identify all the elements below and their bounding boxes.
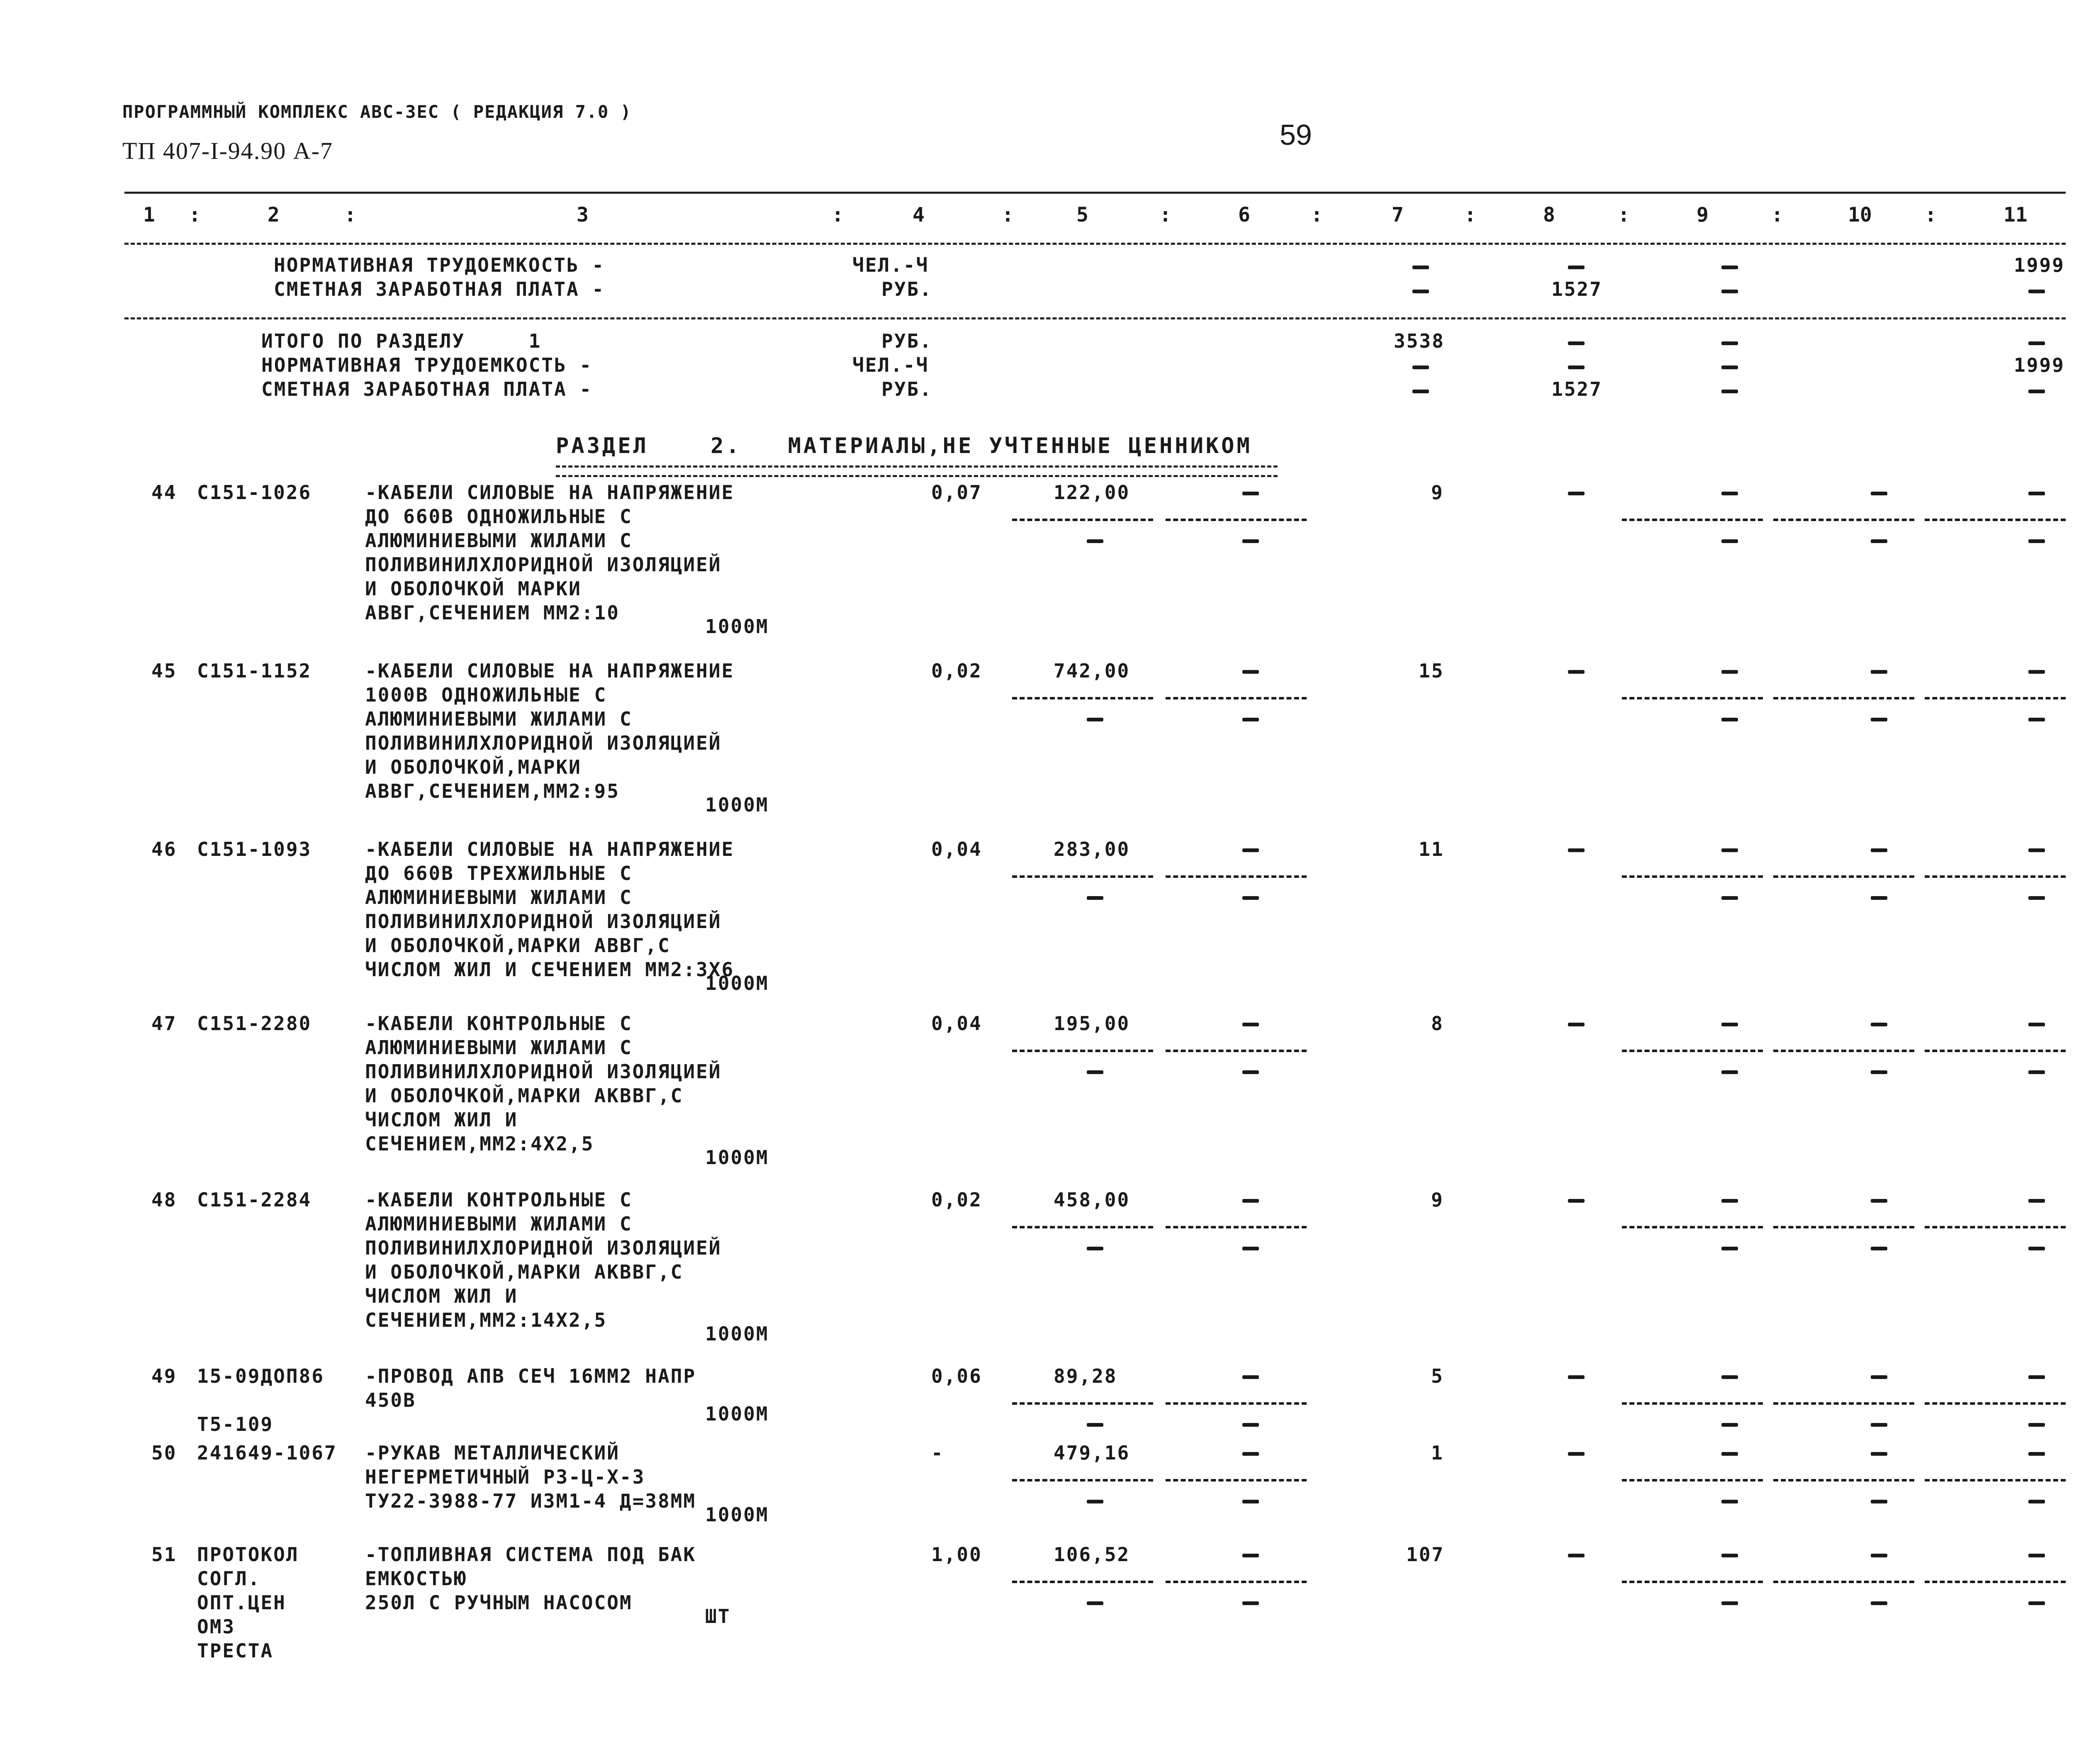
empty-cell-dash <box>1242 1375 1259 1379</box>
row-code: СОГЛ. <box>197 1567 261 1590</box>
cell-underline <box>1925 1050 2066 1052</box>
row-description: ЧИСЛОМ ЖИЛ И <box>365 1285 518 1307</box>
column-separator: : <box>1002 203 1014 227</box>
empty-cell-dash <box>1568 1452 1585 1456</box>
row-unit: ШТ <box>705 1605 731 1628</box>
cell-underline <box>1773 1402 1914 1405</box>
row-description: ЕМКОСТЬЮ <box>365 1567 467 1590</box>
row-description: АЛЮМИНИЕВЫМИ ЖИЛАМИ С <box>365 1036 633 1059</box>
empty-cell-dash <box>2028 848 2045 852</box>
program-header: ПРОГРАММНЫЙ КОМПЛЕКС АВС-3ЕС ( РЕДАКЦИЯ 7.0 ) <box>122 102 632 122</box>
empty-cell-dash <box>1871 1023 1887 1026</box>
cell-underline <box>1012 875 1153 878</box>
dash <box>1568 341 1585 345</box>
document-code: ТП 407-I-94.90 А-7 <box>122 137 333 164</box>
empty-cell-dash <box>1568 1023 1585 1026</box>
column-separator: : <box>1771 203 1783 227</box>
empty-cell-dash <box>1871 1423 1887 1427</box>
row-code: С151-1026 <box>197 481 312 504</box>
empty-cell-dash <box>1871 896 1887 900</box>
empty-cell-dash <box>1568 492 1585 495</box>
cell-underline <box>1012 1402 1153 1405</box>
row-description: И ОБОЛОЧКОЙ,МАРКИ АКВВГ,С <box>365 1261 684 1283</box>
dash <box>1412 390 1429 393</box>
column-header-10: 10 <box>1848 203 1872 227</box>
cell-underline <box>1925 1581 2066 1583</box>
cell-underline <box>1166 1226 1307 1228</box>
row-quantity: 0,04 <box>931 838 982 860</box>
cell-underline <box>1773 697 1914 699</box>
empty-cell-dash <box>1871 1199 1887 1203</box>
column-header-2: 2 <box>268 203 280 227</box>
row-code: 241649-1067 <box>197 1442 337 1464</box>
column-header-8: 8 <box>1543 203 1555 227</box>
row-number: 48 <box>151 1189 177 1211</box>
row-number: 50 <box>151 1442 177 1464</box>
row-price: 283,00 <box>1054 838 1130 860</box>
row-total: 9 <box>1431 1189 1444 1211</box>
empty-cell-dash <box>1871 1375 1887 1379</box>
row-quantity: - <box>931 1442 944 1464</box>
row-description: АВВГ,СЕЧЕНИЕМ,ММ2:95 <box>365 780 620 802</box>
empty-cell-dash <box>2028 896 2045 900</box>
row-description: -КАБЕЛИ КОНТРОЛЬНЫЕ С <box>365 1012 633 1035</box>
empty-cell-dash <box>1242 896 1259 900</box>
summary1-labor-unit: ЧЕЛ.-Ч <box>852 254 929 276</box>
empty-cell-dash <box>2028 492 2045 495</box>
row-description: СЕЧЕНИЕМ,ММ2:14Х2,5 <box>365 1309 607 1331</box>
column-separator: : <box>344 203 356 227</box>
empty-cell-dash <box>1087 1601 1103 1605</box>
column-separator: : <box>1159 203 1171 227</box>
row-unit: 1000М <box>705 1146 769 1169</box>
empty-cell-dash <box>1871 539 1887 543</box>
row-description: ДО 660В ТРЕХЖИЛЬНЫЕ С <box>365 862 633 884</box>
empty-cell-dash <box>1871 492 1887 495</box>
empty-cell-dash <box>1721 1070 1738 1074</box>
cell-underline <box>1622 1581 1763 1583</box>
empty-cell-dash <box>1242 718 1259 721</box>
empty-cell-dash <box>1721 670 1738 674</box>
row-description: 1000В ОДНОЖИЛЬНЫЕ С <box>365 684 607 706</box>
empty-cell-dash <box>1871 1601 1887 1605</box>
row-description: -ПРОВОД АПВ СЕЧ 16ММ2 НАПР <box>365 1365 696 1387</box>
cell-underline <box>1166 697 1307 699</box>
row-unit: 1000М <box>705 794 769 816</box>
empty-cell-dash <box>1721 1247 1738 1250</box>
row-unit: 1000М <box>705 1503 769 1526</box>
row-description: АЛЮМИНИЕВЫМИ ЖИЛАМИ С <box>365 529 633 552</box>
summary2-wage-value: 1527 <box>1551 378 1602 400</box>
row-quantity: 0,07 <box>931 481 982 504</box>
empty-cell-dash <box>2028 1554 2045 1557</box>
empty-cell-dash <box>1721 718 1738 721</box>
column-separator: : <box>1311 203 1323 227</box>
summary1-labor-label: НОРМАТИВНАЯ ТРУДОЕМКОСТЬ - <box>274 254 605 276</box>
cell-underline <box>1012 1479 1153 1481</box>
row-code: ОПТ.ЦЕН <box>197 1591 286 1614</box>
empty-cell-dash <box>1721 492 1738 495</box>
column-header-3: 3 <box>577 203 589 227</box>
empty-cell-dash <box>1242 1554 1259 1557</box>
row-description: -РУКАВ МЕТАЛЛИЧЕСКИЙ <box>365 1442 620 1464</box>
row-price: 458,00 <box>1054 1189 1130 1211</box>
summary2-labor-unit: ЧЕЛ.-Ч <box>852 354 929 376</box>
dash <box>1412 365 1429 369</box>
dash <box>1721 290 1738 293</box>
row-description: -КАБЕЛИ СИЛОВЫЕ НА НАПРЯЖЕНИЕ <box>365 481 735 504</box>
cell-underline <box>1925 1226 2066 1228</box>
cell-underline <box>1012 519 1153 521</box>
cell-underline <box>1925 875 2066 878</box>
empty-cell-dash <box>1871 1452 1887 1456</box>
cell-underline <box>1166 1479 1307 1481</box>
dash <box>2028 290 2045 293</box>
empty-cell-dash <box>1721 1554 1738 1557</box>
cell-underline <box>1925 1479 2066 1481</box>
row-description: И ОБОЛОЧКОЙ МАРКИ <box>365 577 582 600</box>
row-description: АВВГ,СЕЧЕНИЕМ ММ2:10 <box>365 602 620 624</box>
row-quantity: 0,04 <box>931 1012 982 1035</box>
row-quantity: 1,00 <box>931 1543 982 1566</box>
empty-cell-dash <box>2028 1070 2045 1074</box>
cell-underline <box>1622 1402 1763 1405</box>
row-total: 107 <box>1406 1543 1445 1566</box>
empty-cell-dash <box>1871 1247 1887 1250</box>
row-code: С151-2284 <box>197 1189 312 1211</box>
column-header-11: 11 <box>2003 203 2028 227</box>
section1-total-label: ИТОГО ПО РАЗДЕЛУ 1 <box>261 330 542 352</box>
empty-cell-dash <box>1087 896 1103 900</box>
empty-cell-dash <box>1087 539 1103 543</box>
empty-cell-dash <box>1242 1423 1259 1427</box>
empty-cell-dash <box>2028 1199 2045 1203</box>
empty-cell-dash <box>1721 1199 1738 1203</box>
row-total: 9 <box>1431 481 1444 504</box>
summary2-wage-unit: РУБ. <box>881 378 932 400</box>
column-separator: : <box>832 203 844 227</box>
empty-cell-dash <box>2028 1023 2045 1026</box>
cell-underline <box>1773 1226 1914 1228</box>
row-description: И ОБОЛОЧКОЙ,МАРКИ АКВВГ,С <box>365 1084 684 1107</box>
row-code: С151-1093 <box>197 838 312 860</box>
row-price: 195,00 <box>1054 1012 1130 1035</box>
summary-separator-rule <box>124 317 2066 319</box>
row-description: ЧИСЛОМ ЖИЛ И <box>365 1109 518 1131</box>
empty-cell-dash <box>2028 1500 2045 1503</box>
empty-cell-dash <box>2028 1452 2045 1456</box>
row-description: И ОБОЛОЧКОЙ,МАРКИ <box>365 756 582 778</box>
header-bottom-rule <box>124 243 2066 245</box>
empty-cell-dash <box>1721 1601 1738 1605</box>
empty-cell-dash <box>1871 1500 1887 1503</box>
cell-underline <box>1166 519 1307 521</box>
dash <box>1721 341 1738 345</box>
empty-cell-dash <box>2028 1375 2045 1379</box>
section1-total-unit: РУБ. <box>881 330 932 352</box>
empty-cell-dash <box>1871 848 1887 852</box>
row-number: 46 <box>151 838 177 860</box>
row-code: ОМЗ <box>197 1615 236 1638</box>
section-title-double-underline <box>556 465 1278 477</box>
row-total: 15 <box>1419 660 1444 682</box>
row-number: 45 <box>151 660 177 682</box>
row-description: ПОЛИВИНИЛХЛОРИДНОЙ ИЗОЛЯЦИЕЙ <box>365 732 722 754</box>
section-2-title: РАЗДЕЛ 2. МАТЕРИАЛЫ,НЕ УЧТЕННЫЕ ЦЕННИКОМ <box>556 434 1252 458</box>
column-header-6: 6 <box>1238 203 1250 227</box>
empty-cell-dash <box>1721 1452 1738 1456</box>
column-header-1: 1 <box>143 203 155 227</box>
empty-cell-dash <box>1721 1023 1738 1026</box>
dash <box>1568 365 1585 369</box>
row-description: ПОЛИВИНИЛХЛОРИДНОЙ ИЗОЛЯЦИЕЙ <box>365 553 722 576</box>
row-total: 8 <box>1431 1012 1444 1035</box>
cell-underline <box>1773 1581 1914 1583</box>
dash <box>2028 341 2045 345</box>
empty-cell-dash <box>1871 1554 1887 1557</box>
empty-cell-dash <box>1242 1199 1259 1203</box>
empty-cell-dash <box>2028 670 2045 674</box>
empty-cell-dash <box>1721 848 1738 852</box>
row-description: -КАБЕЛИ СИЛОВЫЕ НА НАПРЯЖЕНИЕ <box>365 838 735 860</box>
row-description: АЛЮМИНИЕВЫМИ ЖИЛАМИ С <box>365 886 633 909</box>
cell-underline <box>1166 1402 1307 1405</box>
cell-underline <box>1166 875 1307 878</box>
cell-underline <box>1012 1050 1153 1052</box>
empty-cell-dash <box>2028 718 2045 721</box>
summary1-wage-label: СМЕТНАЯ ЗАРАБОТНАЯ ПЛАТА - <box>274 278 605 300</box>
empty-cell-dash <box>1568 1199 1585 1203</box>
empty-cell-dash <box>1242 539 1259 543</box>
row-code: С151-2280 <box>197 1012 312 1035</box>
row-price: 742,00 <box>1054 660 1130 682</box>
row-description: АЛЮМИНИЕВЫМИ ЖИЛАМИ С <box>365 708 633 730</box>
empty-cell-dash <box>1242 1601 1259 1605</box>
row-number: 49 <box>151 1365 177 1387</box>
empty-cell-dash <box>1721 896 1738 900</box>
empty-cell-dash <box>1721 1500 1738 1503</box>
cell-underline <box>1622 697 1763 699</box>
cell-underline <box>1622 519 1763 521</box>
summary2-labor-value: 1999 <box>2014 354 2065 376</box>
cell-underline <box>1166 1050 1307 1052</box>
empty-cell-dash <box>1242 670 1259 674</box>
empty-cell-dash <box>1242 1070 1259 1074</box>
empty-cell-dash <box>1568 1375 1585 1379</box>
empty-cell-dash <box>1568 1554 1585 1557</box>
row-code: Т5-109 <box>197 1413 274 1435</box>
cell-underline <box>1925 697 2066 699</box>
row-description: ПОЛИВИНИЛХЛОРИДНОЙ ИЗОЛЯЦИЕЙ <box>365 910 722 933</box>
empty-cell-dash <box>1721 1375 1738 1379</box>
row-code: С151-1152 <box>197 660 312 682</box>
cell-underline <box>1773 875 1914 878</box>
empty-cell-dash <box>1242 492 1259 495</box>
cell-underline <box>1925 1402 2066 1405</box>
row-description: 250Л С РУЧНЫМ НАСОСОМ <box>365 1591 633 1614</box>
cell-underline <box>1622 1479 1763 1481</box>
row-unit: 1000М <box>705 1403 769 1425</box>
section1-total-value: 3538 <box>1394 330 1445 352</box>
row-description: НЕГЕРМЕТИЧНЫЙ Р3-Ц-Х-3 <box>365 1466 645 1488</box>
empty-cell-dash <box>1087 1247 1103 1250</box>
row-description: -ТОПЛИВНАЯ СИСТЕМА ПОД БАК <box>365 1543 696 1566</box>
summary1-labor-value: 1999 <box>2014 254 2065 276</box>
row-description: ЧИСЛОМ ЖИЛ И СЕЧЕНИЕМ ММ2:3Х6 <box>365 958 735 981</box>
row-number: 51 <box>151 1543 177 1566</box>
row-description: ДО 660В ОДНОЖИЛЬНЫЕ С <box>365 505 633 528</box>
cell-underline <box>1622 1050 1763 1052</box>
cell-underline <box>1925 519 2066 521</box>
row-description: ПОЛИВИНИЛХЛОРИДНОЙ ИЗОЛЯЦИЕЙ <box>365 1060 722 1083</box>
empty-cell-dash <box>1242 1247 1259 1250</box>
empty-cell-dash <box>1242 848 1259 852</box>
dash <box>1412 266 1429 269</box>
empty-cell-dash <box>1242 1500 1259 1503</box>
empty-cell-dash <box>1087 718 1103 721</box>
empty-cell-dash <box>1087 1500 1103 1503</box>
empty-cell-dash <box>1871 1070 1887 1074</box>
dash <box>1412 290 1429 293</box>
empty-cell-dash <box>1087 1423 1103 1427</box>
row-description: И ОБОЛОЧКОЙ,МАРКИ АВВГ,С <box>365 934 671 957</box>
summary1-wage-unit: РУБ. <box>881 278 932 300</box>
row-quantity: 0,06 <box>931 1365 982 1387</box>
row-description: АЛЮМИНИЕВЫМИ ЖИЛАМИ С <box>365 1213 633 1235</box>
row-number: 47 <box>151 1012 177 1035</box>
dash <box>1721 266 1738 269</box>
summary2-wage-label: СМЕТНАЯ ЗАРАБОТНАЯ ПЛАТА - <box>261 378 593 400</box>
empty-cell-dash <box>1871 718 1887 721</box>
dash <box>2028 390 2045 393</box>
column-header-4: 4 <box>913 203 925 227</box>
row-description: -КАБЕЛИ КОНТРОЛЬНЫЕ С <box>365 1189 633 1211</box>
row-price: 89,28 <box>1054 1365 1117 1387</box>
row-description: -КАБЕЛИ СИЛОВЫЕ НА НАПРЯЖЕНИЕ <box>365 660 735 682</box>
column-header-5: 5 <box>1076 203 1088 227</box>
column-separator: : <box>1618 203 1630 227</box>
empty-cell-dash <box>1242 1452 1259 1456</box>
dash <box>1721 365 1738 369</box>
dash <box>1721 390 1738 393</box>
summary2-labor-label: НОРМАТИВНАЯ ТРУДОЕМКОСТЬ - <box>261 354 593 376</box>
cell-underline <box>1166 1581 1307 1583</box>
empty-cell-dash <box>1721 539 1738 543</box>
cell-underline <box>1773 1050 1914 1052</box>
dash <box>1568 266 1585 269</box>
empty-cell-dash <box>2028 1601 2045 1605</box>
column-separator: : <box>1925 203 1937 227</box>
empty-cell-dash <box>2028 539 2045 543</box>
column-header-9: 9 <box>1697 203 1709 227</box>
cell-underline <box>1012 1581 1153 1583</box>
row-total: 1 <box>1431 1442 1444 1464</box>
empty-cell-dash <box>1242 1023 1259 1026</box>
page-number: 59 <box>1280 119 1312 151</box>
row-code: 15-09ДОП86 <box>197 1365 324 1387</box>
row-price: 479,16 <box>1054 1442 1130 1464</box>
row-quantity: 0,02 <box>931 1189 982 1211</box>
row-unit: 1000М <box>705 615 769 638</box>
empty-cell-dash <box>2028 1247 2045 1250</box>
cell-underline <box>1773 1479 1914 1481</box>
cell-underline <box>1622 1226 1763 1228</box>
summary1-wage-value: 1527 <box>1551 278 1602 300</box>
cell-underline <box>1773 519 1914 521</box>
row-price: 122,00 <box>1054 481 1130 504</box>
row-quantity: 0,02 <box>931 660 982 682</box>
row-code: ПРОТОКОЛ <box>197 1543 299 1566</box>
row-code: ТРЕСТА <box>197 1640 274 1662</box>
row-description: ПОЛИВИНИЛХЛОРИДНОЙ ИЗОЛЯЦИЕЙ <box>365 1237 722 1259</box>
empty-cell-dash <box>1871 670 1887 674</box>
column-separator: : <box>1464 203 1476 227</box>
column-header-7: 7 <box>1392 203 1404 227</box>
cell-underline <box>1622 875 1763 878</box>
row-description: ТУ22-3988-77 ИЗМ1-4 Д=38ММ <box>365 1490 696 1512</box>
empty-cell-dash <box>1087 1070 1103 1074</box>
empty-cell-dash <box>1721 1423 1738 1427</box>
row-price: 106,52 <box>1054 1543 1130 1566</box>
row-description: СЕЧЕНИЕМ,ММ2:4Х2,5 <box>365 1133 594 1155</box>
table-top-rule <box>124 192 2066 194</box>
column-separator: : <box>189 203 201 227</box>
row-number: 44 <box>151 481 177 504</box>
empty-cell-dash <box>1568 670 1585 674</box>
row-total: 11 <box>1419 838 1444 860</box>
cell-underline <box>1012 697 1153 699</box>
row-total: 5 <box>1431 1365 1444 1387</box>
row-unit: 1000М <box>705 972 769 994</box>
row-unit: 1000М <box>705 1323 769 1345</box>
empty-cell-dash <box>1568 848 1585 852</box>
row-description: 450В <box>365 1389 416 1411</box>
cell-underline <box>1012 1226 1153 1228</box>
empty-cell-dash <box>2028 1423 2045 1427</box>
